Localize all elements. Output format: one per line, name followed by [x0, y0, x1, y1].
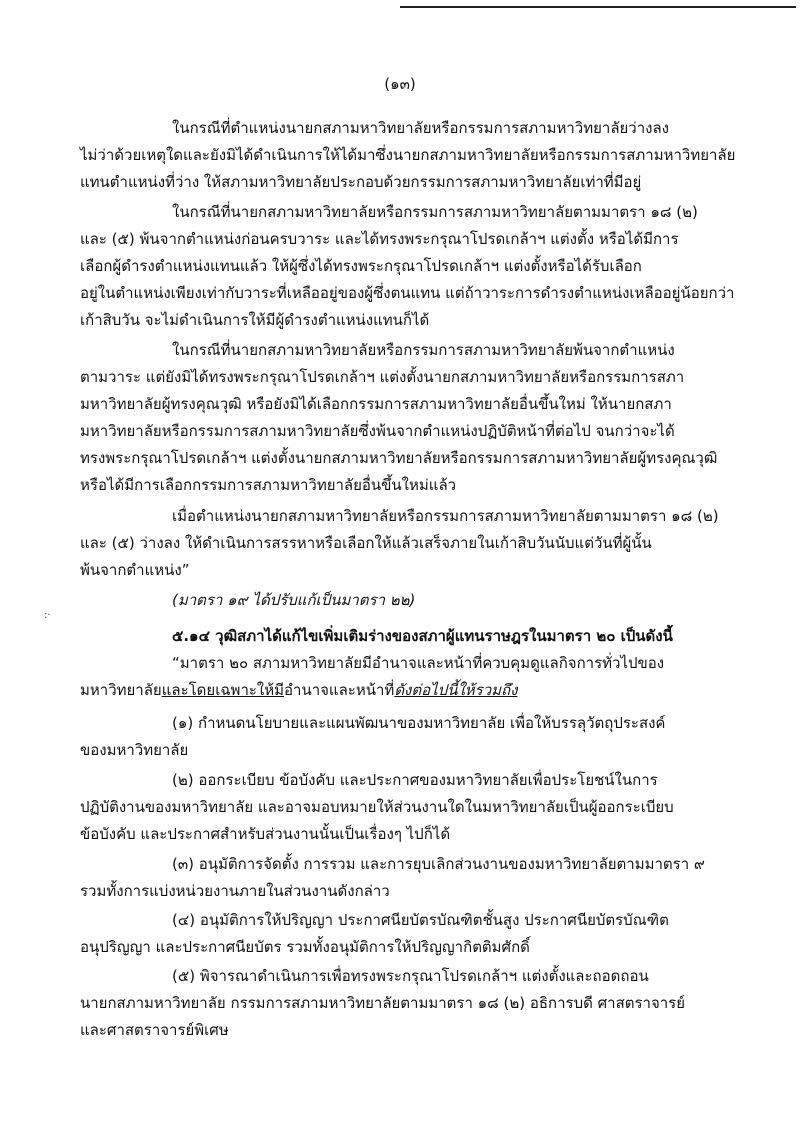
section-heading: ๕.๑๔ วุฒิสภาได้แก้ไขเพิ่มเติมร่างของสภาผู้แทนราษฎรในมาตรา ๒๐ เป็นดังนี้	[172, 627, 673, 645]
early-leave-line-4: อยู่ในตำแหน่งเพียงเท่ากับวาระที่เหลืออยู่ของผู้ซึ่งตนแทน แต่ถ้าวาระการดำรงตำแหน่งเหลืออยู่น้อยกว่า	[80, 284, 735, 302]
item-2-line-3: ข้อบังคับ และประกาศสำหรับส่วนงานนั้นเป็นเรื่องๆ ไปก็ได้	[80, 825, 451, 843]
term-end-line-5: ทรงพระกรุณาโปรดเกล้าฯ แต่งตั้งนายกสภามหาวิทยาลัยหรือกรรมการสภามหาวิทยาลัยผู้ทรงคุณวุฒิ	[80, 449, 718, 467]
early-leave-line-5: เก้าสิบวัน จะไม่ดำเนินการให้มีผู้ดำรงตำแหน่งแทนก็ได้	[80, 311, 430, 329]
section-19-note: (มาตรา ๑๙ ได้ปรับแก้เป็นมาตรา ๒๒)	[172, 591, 416, 609]
s20-underlined: และโดยเฉพาะให้มี	[161, 681, 285, 699]
vacancy-line-1: ในกรณีที่ตำแหน่งนายกสภามหาวิทยาลัยหรือกรรมการสภามหาวิทยาลัยว่างลง	[172, 119, 669, 137]
top-rule	[400, 6, 796, 8]
section-20-intro: “มาตรา ๒๐ สภามหาวิทยาลัยมีอำนาจและหน้าที่ควบคุมดูแลกิจการทั่วไปของ	[172, 654, 665, 672]
term-end-line-3: มหาวิทยาลัยผู้ทรงคุณวุฒิ หรือยังมิได้เลือกกรรมการสภามหาวิทยาลัยอื่นขึ้นใหม่ ให้นายกสภา	[80, 395, 672, 413]
vacancy-line-2: ไม่ว่าด้วยเหตุใดและยังมิได้ดำเนินการให้ได้มาซึ่งนายกสภามหาวิทยาลัยหรือกรรมการสภามหาวิทยาลัย	[80, 146, 736, 164]
item-4-line-2: อนุปริญญา และประกาศนียบัตร รวมทั้งอนุมัติการให้ปริญญากิตติมศักดิ์	[80, 938, 530, 956]
item-1-line-1: (๑) กำหนดนโยบายและแผนพัฒนาของมหาวิทยาลัย เพื่อให้บรรลุวัตถุประสงค์	[172, 714, 666, 732]
section-20-line-2	[80, 680, 517, 700]
page-number: (๑๓)	[384, 75, 416, 93]
recruit-line-1: เมื่อตำแหน่งนายกสภามหาวิทยาลัยหรือกรรมการสภามหาวิทยาลัยตามมาตรา ๑๘ (๒)	[172, 507, 719, 525]
s20-start: มหาวิทยาลัย	[80, 681, 162, 699]
item-3-line-1: (๓) อนุมัติการจัดตั้ง การรวม และการยุบเลิกส่วนงานของมหาวิทยาลัยตามมาตรา ๙	[172, 855, 705, 873]
term-end-line-2: ตามวาระ แต่ยังมิได้ทรงพระกรุณาโปรดเกล้าฯ แต่งตั้งนายกสภามหาวิทยาลัยหรือกรรมการสภา	[80, 368, 685, 386]
item-2-line-2: ปฏิบัติงานของมหาวิทยาลัย และอาจมอบหมายให้ส่วนงานใดในมหาวิทยาลัยเป็นผู้ออกระเบียบ	[80, 798, 674, 816]
term-end-line-1: ในกรณีที่นายกสภามหาวิทยาลัยหรือกรรมการสภามหาวิทยาลัยพ้นจากตำแหน่ง	[172, 341, 675, 359]
item-4-line-1: (๔) อนุมัติการให้ปริญญา ประกาศนียบัตรบัณฑิตชั้นสูง ประกาศนียบัตรบัณฑิต	[172, 911, 669, 929]
early-leave-line-1: ในกรณีที่นายกสภามหาวิทยาลัยหรือกรรมการสภามหาวิทยาลัยตามมาตรา ๑๘ (๒)	[172, 203, 698, 221]
item-5-line-2: นายกสภามหาวิทยาลัย กรรมการสภามหาวิทยาลัยตามมาตรา ๑๘ (๒) อธิการบดี ศาสตราจารย์	[80, 994, 686, 1012]
term-end-line-4: มหาวิทยาลัยหรือกรรมการสภามหาวิทยาลัยซึ่งพ้นจากตำแหน่งปฏิบัติหน้าที่ต่อไป จนกว่าจะได้	[80, 422, 675, 440]
early-leave-line-2: และ (๕) พ้นจากตำแหน่งก่อนครบวาระ และได้ทรงพระกรุณาโปรดเกล้าฯ แต่งตั้ง หรือได้มีการ	[80, 230, 679, 248]
item-1-line-2: ของมหาวิทยาลัย	[80, 741, 189, 759]
recruit-line-2: และ (๕) ว่างลง ให้ดำเนินการสรรหาหรือเลือกให้แล้วเสร็จภายในเก้าสิบวันนับแต่วันที่ผู้นั้น	[80, 534, 652, 552]
vacancy-line-3: แทนตำแหน่งที่ว่าง ให้สภามหาวิทยาลัยประกอบด้วยกรรมการสภามหาวิทยาลัยเท่าที่มีอยู่	[80, 173, 642, 191]
early-leave-line-3: เลือกผู้ดำรงตำแหน่งแทนแล้ว ให้ผู้ซึ่งได้ทรงพระกรุณาโปรดเกล้าฯ แต่งตั้งหรือได้รับเลือก	[80, 257, 642, 275]
item-5-line-1: (๕) พิจารณาดำเนินการเพื่อทรงพระกรุณาโปรดเกล้าฯ แต่งตั้งและถอดถอน	[172, 967, 649, 985]
s20-italic: ดังต่อไปนี้ให้รวมถึง	[394, 681, 518, 699]
margin-mark: :·	[44, 610, 51, 621]
item-2-line-1: (๒) ออกระเบียบ ข้อบังคับ และประกาศของมหาวิทยาลัยเพื่อประโยชน์ในการ	[172, 771, 658, 789]
recruit-line-3: พ้นจากตำแหน่ง”	[80, 561, 190, 579]
term-end-line-6: หรือได้มีการเลือกกรรมการสภามหาวิทยาลัยอื่นขึ้นใหม่แล้ว	[80, 476, 457, 494]
s20-middle: อำนาจและหน้าที่	[284, 681, 395, 699]
item-3-line-2: รวมทั้งการแบ่งหน่วยงานภายในส่วนงานดังกล่าว	[80, 882, 390, 900]
item-5-line-3: และศาสตราจารย์พิเศษ	[80, 1021, 229, 1039]
